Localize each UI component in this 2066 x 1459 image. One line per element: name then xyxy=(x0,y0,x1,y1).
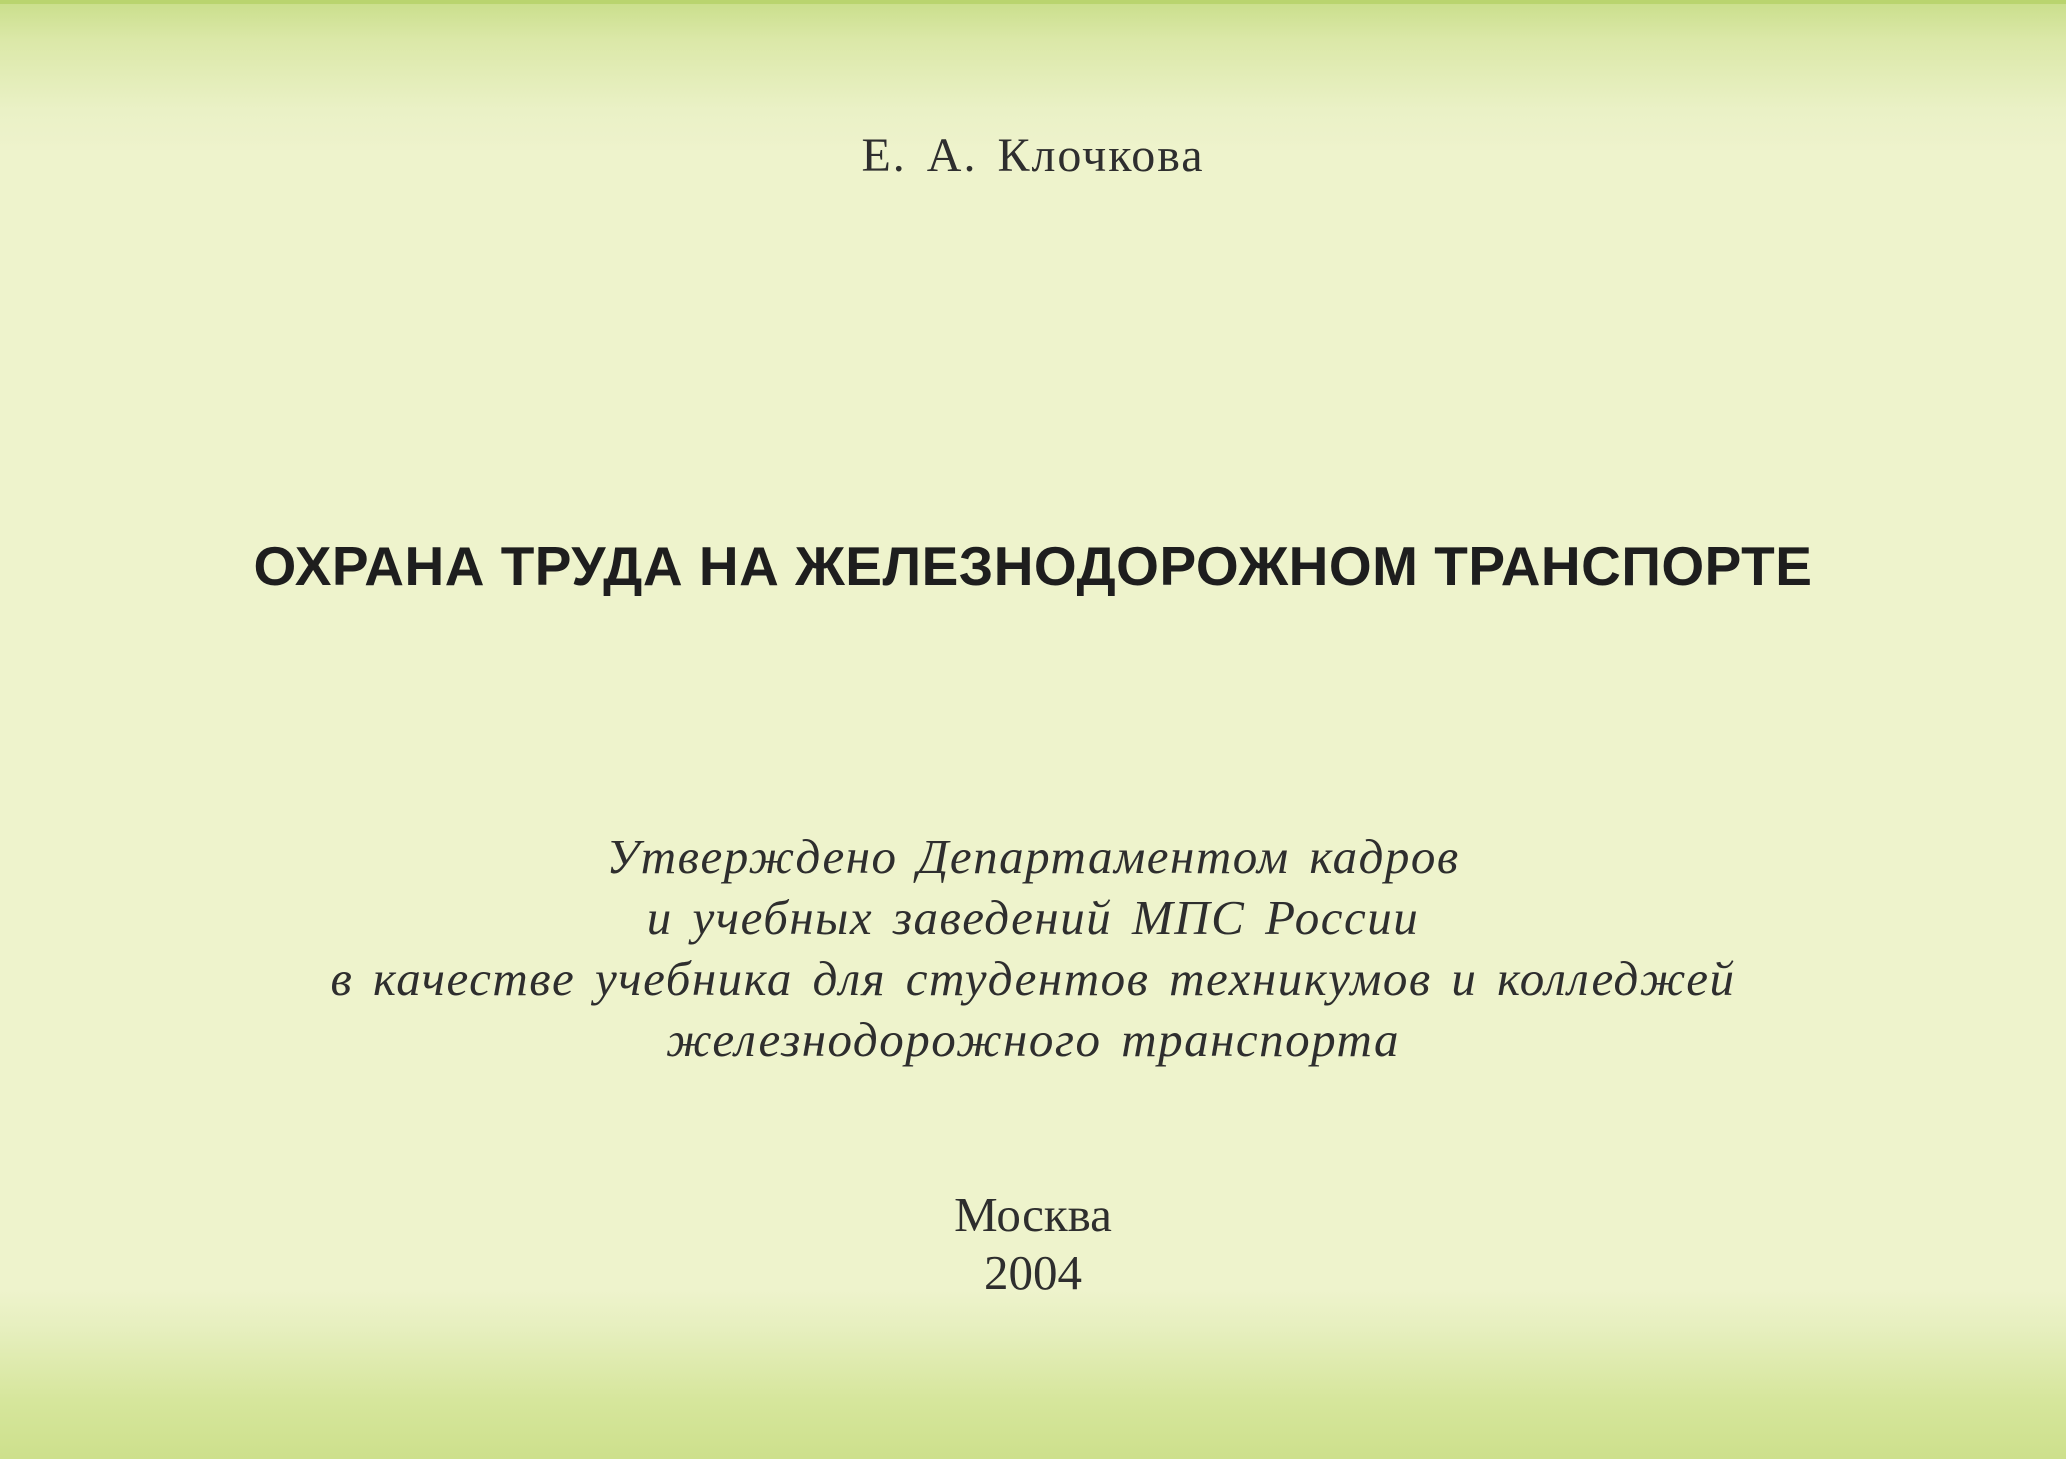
imprint xyxy=(0,1186,2066,1302)
publication-city: Москва xyxy=(954,1187,1112,1242)
author-name: Е. А. Клочкова xyxy=(861,129,1205,182)
book-title: ОХРАНА ТРУДА НА ЖЕЛЕЗНОДОРОЖНОМ ТРАНСПОРТЕ xyxy=(253,535,1813,597)
publication-year: 2004 xyxy=(984,1245,1082,1300)
approval-statement xyxy=(0,826,2066,1070)
approval-line: и учебных заведений МПС России xyxy=(646,890,1420,945)
approval-line: железнодорожного транспорта xyxy=(665,1012,1401,1067)
approval-line: Утверждено Департаментом кадров xyxy=(606,829,1460,884)
approval-line: в качестве учебника для студентов техникумов и колледжей xyxy=(330,951,1736,1006)
top-border xyxy=(0,0,2066,4)
